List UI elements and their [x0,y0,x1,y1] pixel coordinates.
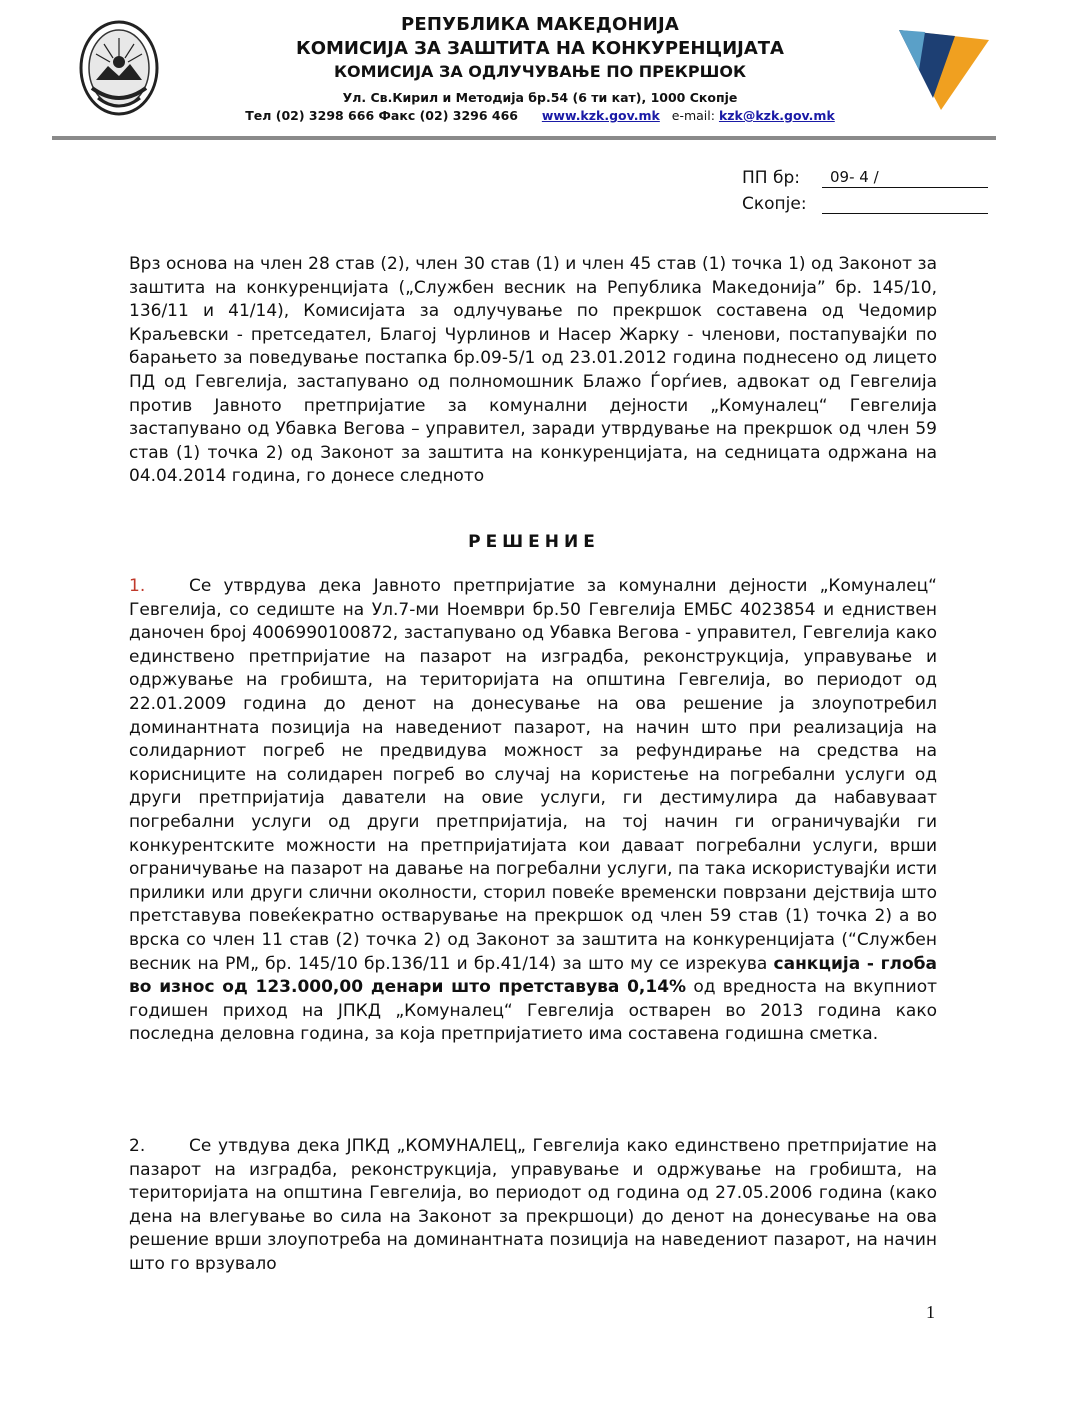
letterhead [0,0,1088,140]
pp-number-row [742,162,988,188]
item-1-text: Се утврдува дека Јавното претпријатие за комунални дејности „Комуналец“ Гевгелија, со седиште на Ул.7-ми Ноември бр.50 Гевгелија ЕМБС 4023854 и едниствен даночен број 4006990100872, застапувано од Убавка Вегова - управител, Гевгелија како единствено претпријатие на пазарот на изградба, реконструкција, управување и одржување на гробишта, на територијата на општина Гевгелија, во периодот од 22.01.2009 година до денот на донесување на ова решение ја злоупотребил доминантната позиција на наведениот пазарот, на начин што при реализација на солидарниот погреб не предвидува можност за рефундирање на средства на корисниците на солидарен погреб во случај на користење на погребални услуги од други претпријатија даватели на овие услуги, ги дестимулира да набавуваат погребални услуги од други претпријатија, на тој начин ги ограничувајќи ги конкурентските можности на претпријатијата кои даваат погребални услуги, врши ограничување на пазарот на давање на погребални услуги, па така искористувајќи исти прилики или други слични околности, сторил повеќе временски поврзани дејствија што претставува повеќекратно остварување на прекршок од член 59 став (1) точка 2) а во врска со член 11 став (2) точка 2) од Законот за заштита на конкуренцијата (“Службен весник на РМ„ бр. 145/10 бр.136/11 и бр.41/14) за што му се изрекува [129,576,937,974]
city-value [822,193,988,214]
header-divider [52,136,996,140]
state-emblem-icon [78,18,160,118]
header-decision-commission: КОМИСИЈА ЗА ОДЛУЧУВАЊЕ ПО ПРЕКРШОК [333,62,747,81]
commission-logo-icon [895,26,991,112]
email-link[interactable]: kzk@kzk.gov.mk [718,108,835,123]
decision-item-1 [129,575,937,1047]
city-label: Скопје: [742,194,807,214]
item-1-text-end: од вредноста на вкупниот годишен приход на ЈПКД „Комуналец“ Гевгелија остварен во 2013 година како последна деловна година, за која претпријатието има составена годишна сметка. [129,977,938,1045]
city-row [742,188,988,214]
header-address: Ул. Св.Кирил и Методија бр.54 (6 ти кат), 1000 Скопје [342,90,738,105]
decision-item-2 [129,1135,937,1277]
header-phone: Тел (02) 3298 666 Факс (02) 3296 466 [245,108,518,123]
item-1-sanction: санкција - глоба во износ од 123.000,00 денари што претставува 0,14% [129,953,937,998]
website-link[interactable]: www.kzk.gov.mk [541,108,660,123]
header-contact [170,108,910,123]
header-republic: РЕПУБЛИКА МАКЕДОНИЈА [400,14,680,35]
pp-number-value: 09- 4 / [822,167,988,188]
item-number: 1. [129,576,146,596]
page-number: 1 [926,1302,935,1322]
decision-title: РЕШЕНИЕ [468,532,600,552]
email-label: e-mail: [671,108,715,123]
pp-number-label: ПП бр: [742,168,800,188]
reference-block [742,162,988,214]
item-number: 2. [129,1136,146,1156]
header-commission: КОМИСИЈА ЗА ЗАШТИТА НА КОНКУРЕНЦИЈАТА [295,38,784,59]
item-2-text: Се утвдува дека ЈПКД „КОМУНАЛЕЦ„ Гевгелија како единствено претпријатие на пазарот на изградба, реконструкција, управување и одржување на гробишта, на територијата на општина Гевгелија, во периодот од година од 27.05.2006 година (како дена на влегување во сила на Законот за прекршоци) до денот на донесување на ова решение врши злоупотреба на доминантната позиција на наведениот пазарот, на начин што го врзувало [129,1136,937,1274]
intro-paragraph: Врз основа на член 28 став (2), член 30 став (1) и член 45 став (1) точка 1) од Законот за заштита на конкуренцијата („Службен весник на Република Македонија” бр. 145/10, 136/11 и 41/14), Комисијата за одлучување по прекршок составена од Чедомир Краљевски - претседател, Благој Чурлинов и Насер Жарку - членови, постапувајќи по барањето за поведување постапка бр.09-5/1 од 23.01.2012 година поднесено од лицето ПД од Гевгелија, застапувано од полномошник Блажо Ѓорѓиев, адвокат од Гевгелија против Јавното претпријатие за комунални дејности „Комуналец“ Гевгелија застапувано од Убавка Вегова – управител, заради утврдување на прекршок од член 59 став (1) точка 2) од Законот за заштита на конкуренцијата, на седницата одржана на 04.04.2014 година, го донесе следното [129,254,937,487]
